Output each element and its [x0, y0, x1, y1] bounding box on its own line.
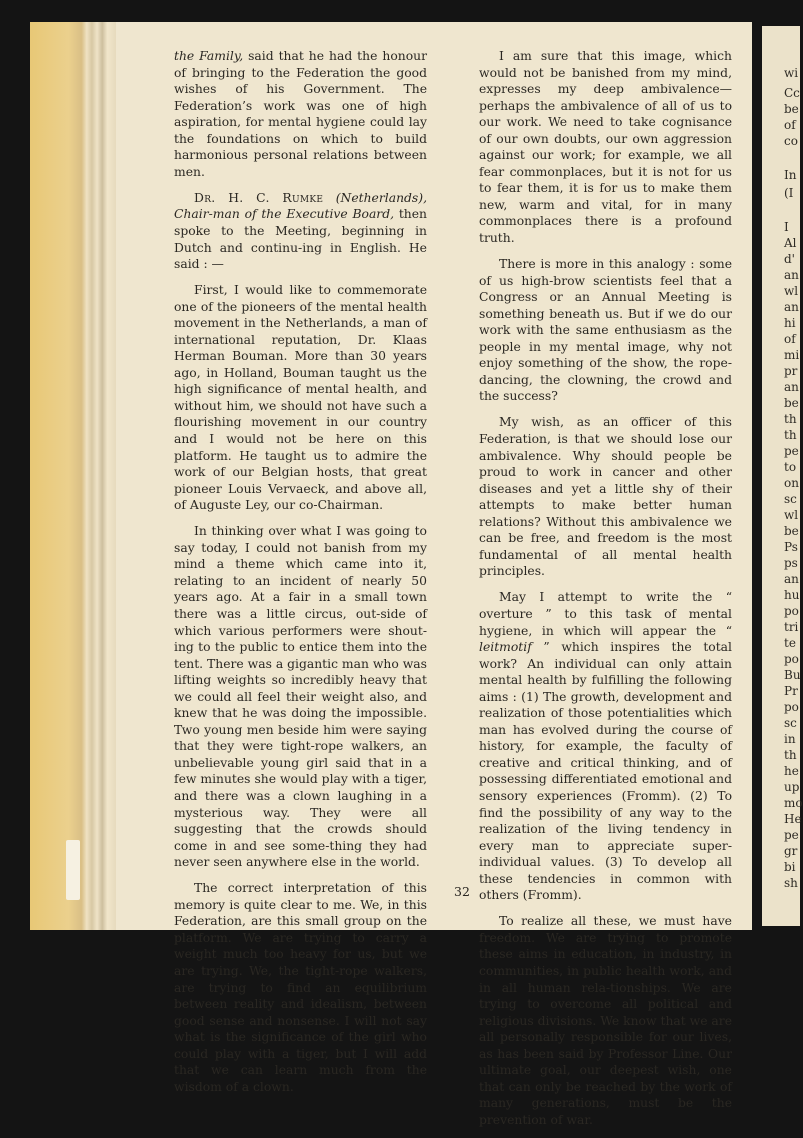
next-page-fragment: te: [784, 636, 796, 650]
next-page-fragment: d': [784, 252, 795, 266]
next-page-fragment: gr: [784, 844, 798, 858]
next-page-fragment: sc: [784, 716, 797, 730]
next-page-fragment: in: [784, 732, 796, 746]
next-page-fragment: (I: [784, 186, 794, 200]
paragraph-7: There is more in this analogy : some of us high-brow scientists feel that a Congress or an Annual Meeting is something beneath us. But if we do our work with the same enthusiasm as the people in my mental image, why not enjoy something of the show, the rope-dancing, the clowning, the crowd and the success?: [479, 257, 732, 404]
next-page-fragment: He: [784, 812, 802, 826]
paragraph-6: I am sure that this image, which would not be banished from my mind, expresses my deep ambivalence—perhaps the ambivalence of all of us to our work. We need to take cognisance of our own doubts, our own aggression against our work; for example, we all fear commonplaces, but it is not for us to fear them, it is for us to make them new, warm and vital, for in many commonplaces there is a profound truth.: [479, 49, 732, 246]
next-page-fragment: wi: [784, 66, 799, 80]
next-page-fragment: pe: [784, 828, 799, 842]
next-page-fragment: be: [784, 396, 799, 410]
paragraph-text: said that he had the honour of bringing to the Federation the good wishes of his Government. The Federation’s work was one of high aspiration, for mental hygiene could lay the foundations on which to build harmonious personal relations between men.: [174, 49, 427, 179]
speaker-role: Chair-man of the Executive Board,: [174, 207, 395, 222]
next-page-fragment: po: [784, 652, 799, 666]
paragraph-5: The correct interpretation of this memory is quite clear to me. We, in this Federation, are this small group on the platform. We are trying to carry a weight much too heavy for us, but we are trying. We, the tight-rope walkers, are trying to find an equilibrium between reality and idealism, between good sense and nonsense. I will not say what is the significance of the girl who could play with a tiger, but I will add that we can learn much from the wisdom of a clown.: [174, 881, 427, 1094]
next-page-fragment: of: [784, 118, 796, 132]
paragraph-2: [174, 190, 427, 273]
paragraph-text: ” which inspires the total work? An individual can only attain mental health by fulfilling the following aims : (1) The growth, development and realization of those potentialities which man has evolved during the course of history, for example, the faculty of creative and critical thinking, and of possessing differentiated emotional and sensory experiences (Fromm). (2) To find the possibility of any way to the realization of the living tendency in every man to appreciate super-individual values. (3) To develop all these tendencies in common with others (Fromm).: [479, 640, 732, 903]
next-page-fragment: wl: [784, 284, 799, 298]
paragraph-4: In thinking over what I was going to say today, I could not banish from my mind a theme which came into it, relating to an incident of nearly 50 years ago. At a fair in a small town there was a little circus, out-side of which various performers were shout-ing to the public to entice them into the tent. There was a gigantic man who was lifting weights so incredibly heavy that we could all feel their weight also, and knew that he was doing the impossible. Two young men beside him were saying that they were tight-rope walkers, an unbelievable young girl said that in a few minutes she would play with a tiger, and there was a clown laughing in a mysterious way. They were all suggesting that the crowds should come in and see some-thing they had never seen anywhere else in the world.: [174, 524, 427, 870]
next-page-fragment: an: [784, 300, 799, 314]
next-page-fragment: I: [784, 220, 789, 234]
next-page-fragment: bi: [784, 860, 796, 874]
next-page-fragment: hi: [784, 316, 796, 330]
next-page-fragment: mi: [784, 348, 800, 362]
next-page-fragment: hu: [784, 588, 800, 602]
paragraph-8: My wish, as an officer of this Federation, is that we should lose our ambivalence. Why should people be proud to work in cancer and other diseases and yet a little shy of their attempts to make better human relations? Without this ambivalence we can be free, and freedom is the most fundamental of all mental health principles.: [479, 415, 732, 579]
right-column: [479, 48, 732, 1138]
next-page-fragment: an: [784, 268, 799, 282]
next-page-fragment: mo: [784, 796, 803, 810]
spine-label-tab: [66, 840, 80, 900]
next-page-fragment: tri: [784, 620, 799, 634]
speaker-name: Dr. H. C. Rumke: [194, 190, 324, 205]
next-page-fragment: to: [784, 460, 797, 474]
next-page-fragment: Ps: [784, 540, 798, 554]
paragraph-3: First, I would like to commemorate one of the pioneers of the mental health movement in the Netherlands, a man of international reputation, Dr. Klaas Herman Bouman. More than 30 years ago, in Holland, Bouman taught us the high significance of mental health, and without him, we should not have such a flourishing movement in our country and I would not be here on this platform. He taught us to admire the work of our Belgian hosts, that great pioneer Louis Vervaeck, and above all, of Auguste Ley, our co-Chairman.: [174, 283, 427, 513]
next-page-fragment: In: [784, 168, 797, 182]
next-page-fragment: up: [784, 780, 800, 794]
next-page-fragment: sh: [784, 876, 798, 890]
left-column: [174, 48, 427, 1105]
next-page-fragment: be: [784, 524, 799, 538]
next-page-fragment: Bu: [784, 668, 801, 682]
next-page-fragment: on: [784, 476, 799, 490]
next-page-fragment: ps: [784, 556, 798, 570]
next-page-fragment: po: [784, 700, 799, 714]
next-page-edge: [762, 26, 803, 926]
page-number: 32: [454, 884, 470, 899]
next-page-fragment: th: [784, 428, 797, 442]
next-page-fragment: Pr: [784, 684, 798, 698]
next-page-fragment: th: [784, 412, 797, 426]
italic-term: leitmotif: [479, 640, 532, 655]
book-spine: [30, 22, 116, 930]
next-page-fragment: be: [784, 102, 799, 116]
next-page-fragment: Cc: [784, 86, 800, 100]
paragraph-1: [174, 48, 427, 180]
paragraph-text: then spoke to the Meeting, beginning in Dutch and continu-ing in English. He said : —: [174, 207, 427, 272]
italic-lead: the Family,: [174, 49, 244, 63]
next-page-fragment: po: [784, 604, 799, 618]
next-page-fragment: an: [784, 380, 799, 394]
paragraph-text: May I attempt to write the “ overture ” to this task of mental hygiene, in which will appear the “: [479, 590, 732, 638]
next-page-fragment: an: [784, 572, 799, 586]
next-page-fragment: pe: [784, 444, 799, 458]
next-page-fragment: wl: [784, 508, 799, 522]
next-page-fragment: sc: [784, 492, 797, 506]
next-page-fragment: co: [784, 134, 798, 148]
next-page-fragment: of: [784, 332, 796, 346]
paragraph-10: To realize all these, we must have freedom. We are trying to promote these aims in education, in industry, in communities, in public health work, and in all human rela-tionships. We are trying to overcome all political and religious divisions. We know that we are all personally responsible for our lives, as has been said by Professor Line. Our ultimate goal, our deepest wish, one that can only be reached by the work of many generations, must be the prevention of war.: [479, 914, 732, 1127]
next-page-fragment: Al: [784, 236, 797, 250]
next-page-fragment: th: [784, 748, 797, 762]
next-page-fragment: pr: [784, 364, 798, 378]
next-page-fragment: he: [784, 764, 799, 778]
speaker-country: (Netherlands),: [335, 190, 427, 205]
paragraph-9: [479, 589, 732, 903]
